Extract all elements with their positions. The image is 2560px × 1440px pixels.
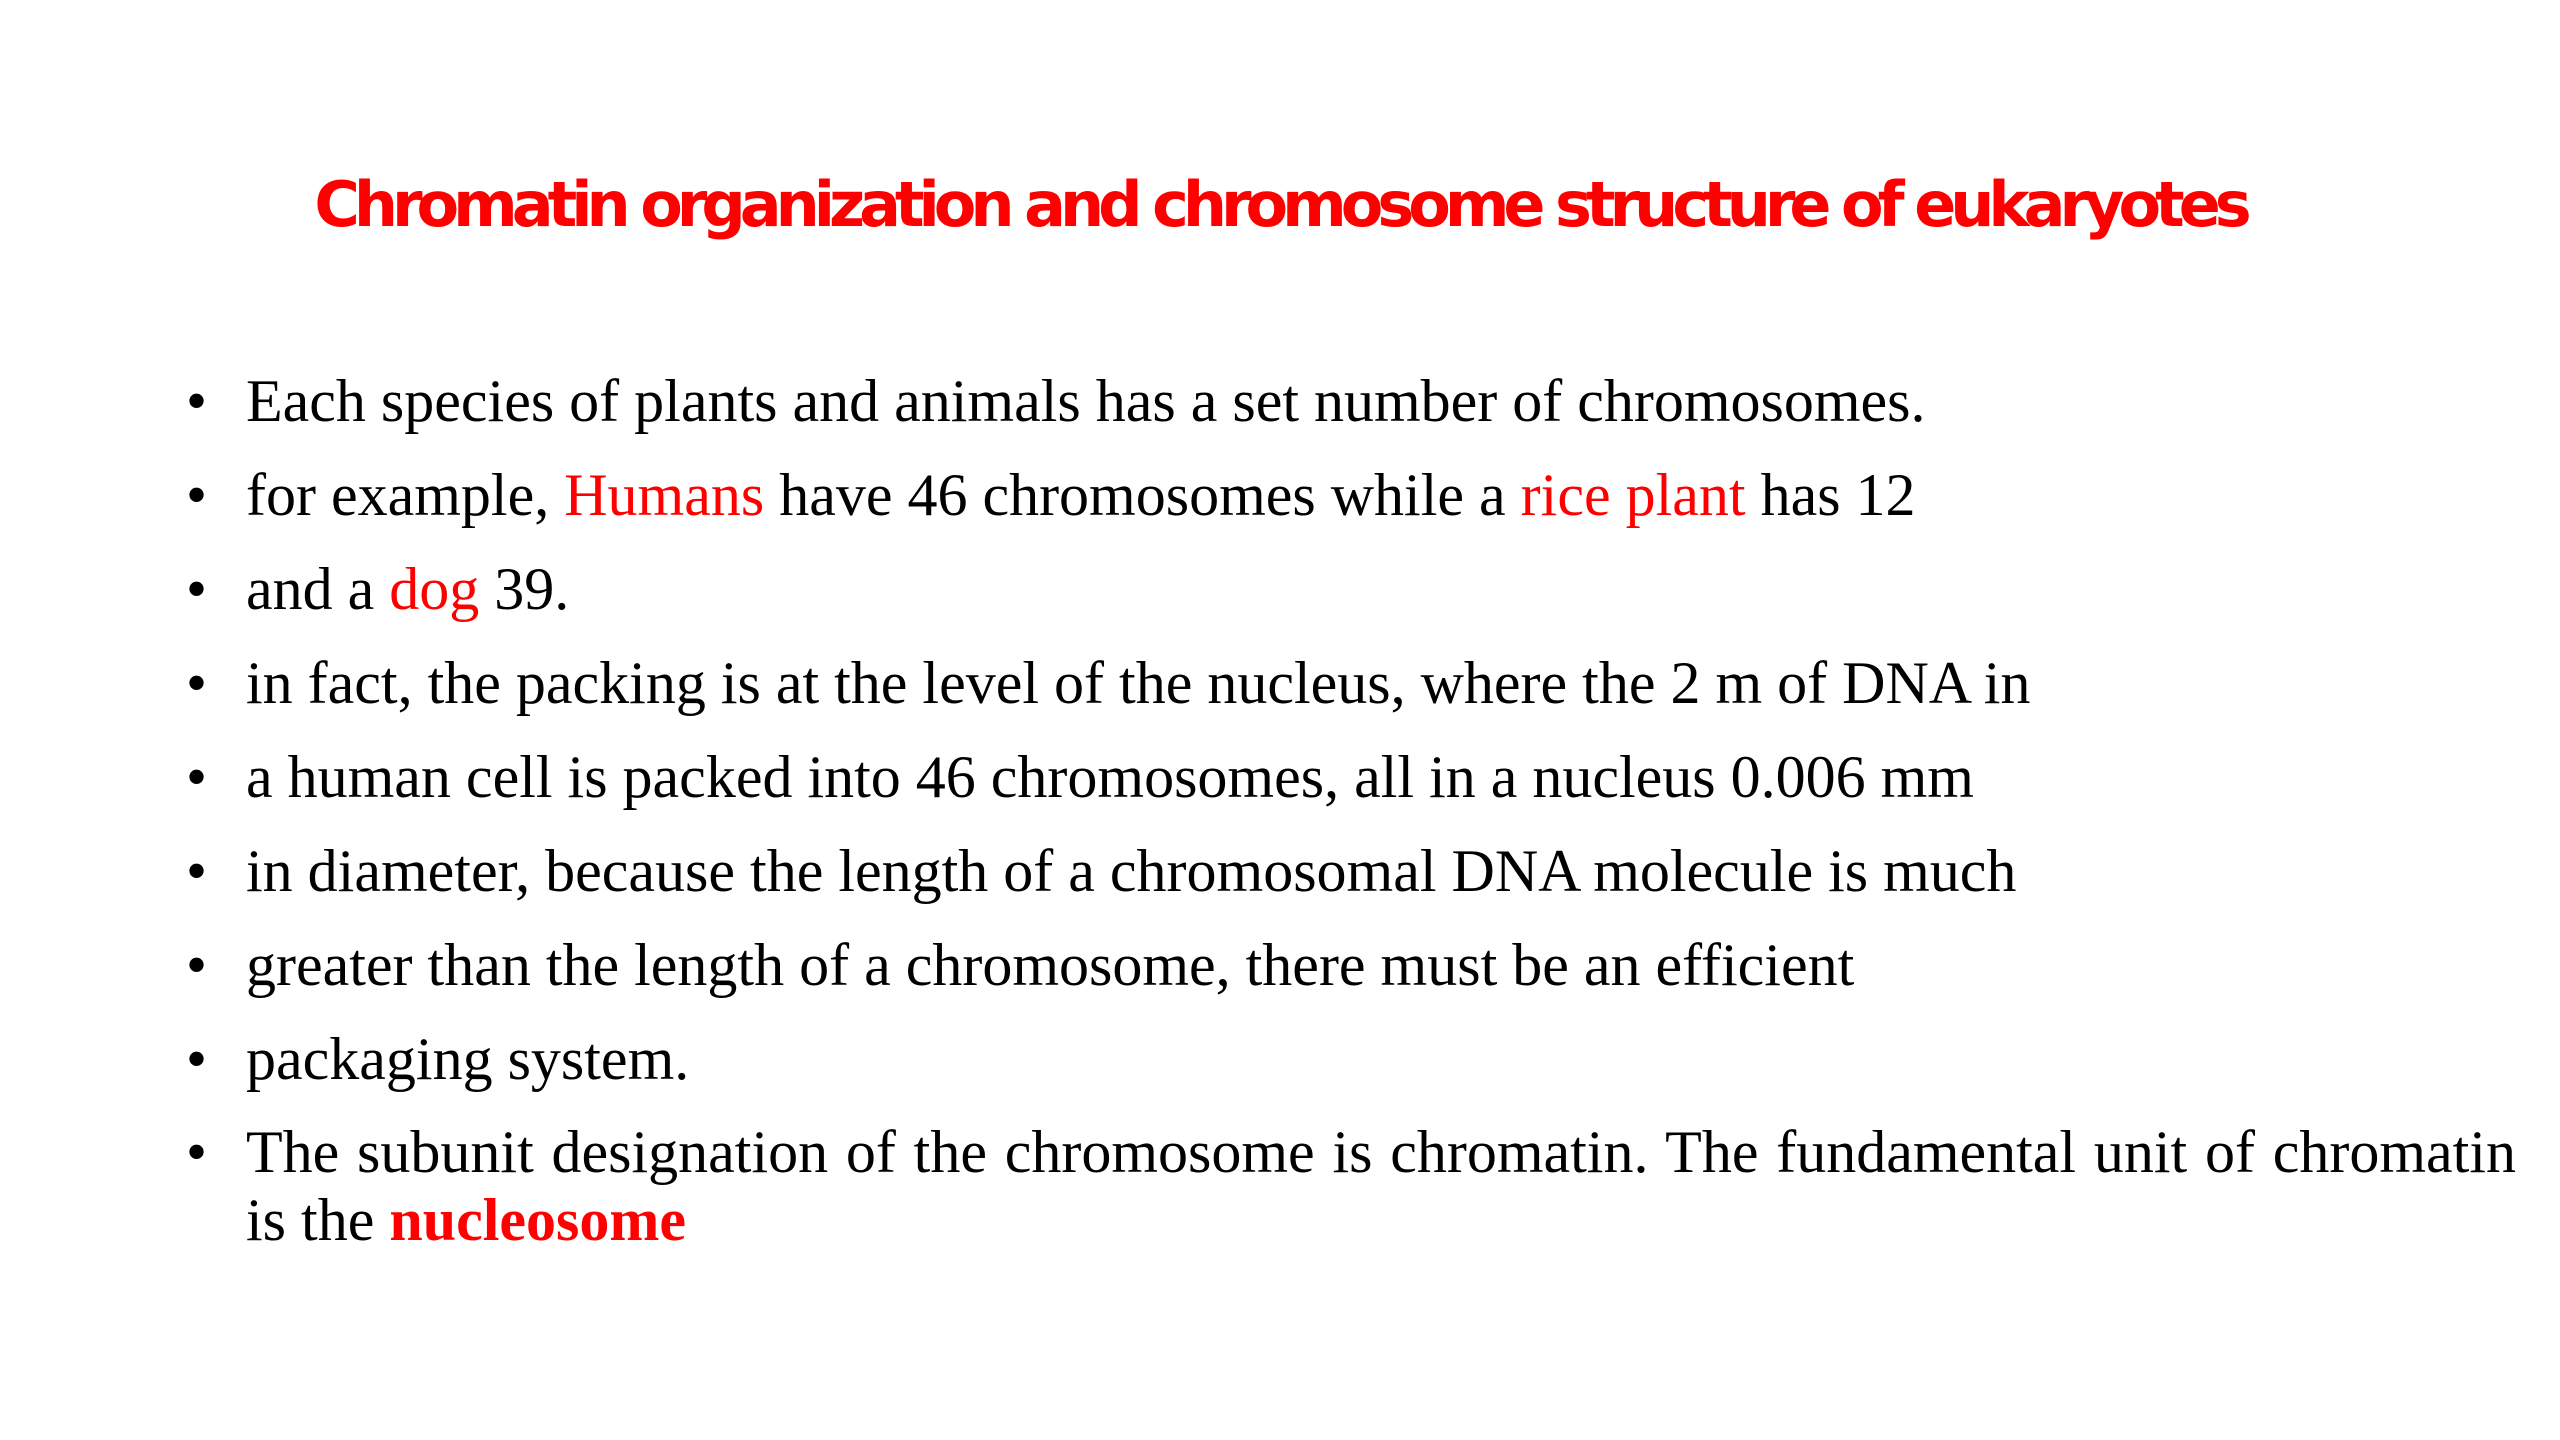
bullet-icon: • [186,1026,208,1092]
bullet-icon: • [186,744,208,810]
bullet-icon: • [186,556,208,622]
bullet-icon: • [186,650,208,716]
bullet-text: The subunit designation of the chromosome is chromatin. The fundamental unit of chromatin is the [246,1119,2516,1253]
bullet-text: in diameter, because the length of a chromosomal DNA molecule is much [246,838,2017,904]
slide-title: Chromatin organization and chromosome structure of eukaryotes [314,168,2246,241]
bullet-text: greater than the length of a chromosome, there must be an efficient [246,932,1855,998]
highlight-humans: Humans [564,462,765,528]
bullet-text: for example, [246,462,565,528]
bullet-text: packaging system. [246,1026,690,1092]
bullet-text: in fact, the packing is at the level of the nucleus, where the 2 m of DNA in [246,650,2031,716]
bullet-item [186,824,2516,918]
bullet-item [186,918,2516,1012]
bullet-item [186,1106,2516,1254]
bullet-item [186,636,2516,730]
bullet-icon: • [186,838,208,904]
bullet-item [186,354,2516,448]
bullet-list [186,354,2516,1254]
highlight-rice-plant: rice plant [1520,462,1746,528]
highlight-dog: dog [389,556,480,622]
bullet-text: have 46 chromosomes while a [764,462,1521,528]
bullet-text: Each species of plants and animals has a set number of chromosomes. [246,368,1926,434]
bullet-item [186,448,2516,542]
bullet-item [186,730,2516,824]
bullet-item [186,542,2516,636]
bullet-item [186,1012,2516,1106]
bullet-icon: • [186,932,208,998]
bullet-icon: • [186,1119,208,1185]
bullet-text: 39. [479,556,570,622]
bullet-icon: • [186,368,208,434]
bullet-icon: • [186,462,208,528]
bullet-text: has 12 [1745,462,1916,528]
bullet-text: and a [246,556,390,622]
highlight-nucleosome: nucleosome [389,1187,686,1253]
bullet-text: a human cell is packed into 46 chromosomes, all in a nucleus 0.006 mm [246,744,1974,810]
